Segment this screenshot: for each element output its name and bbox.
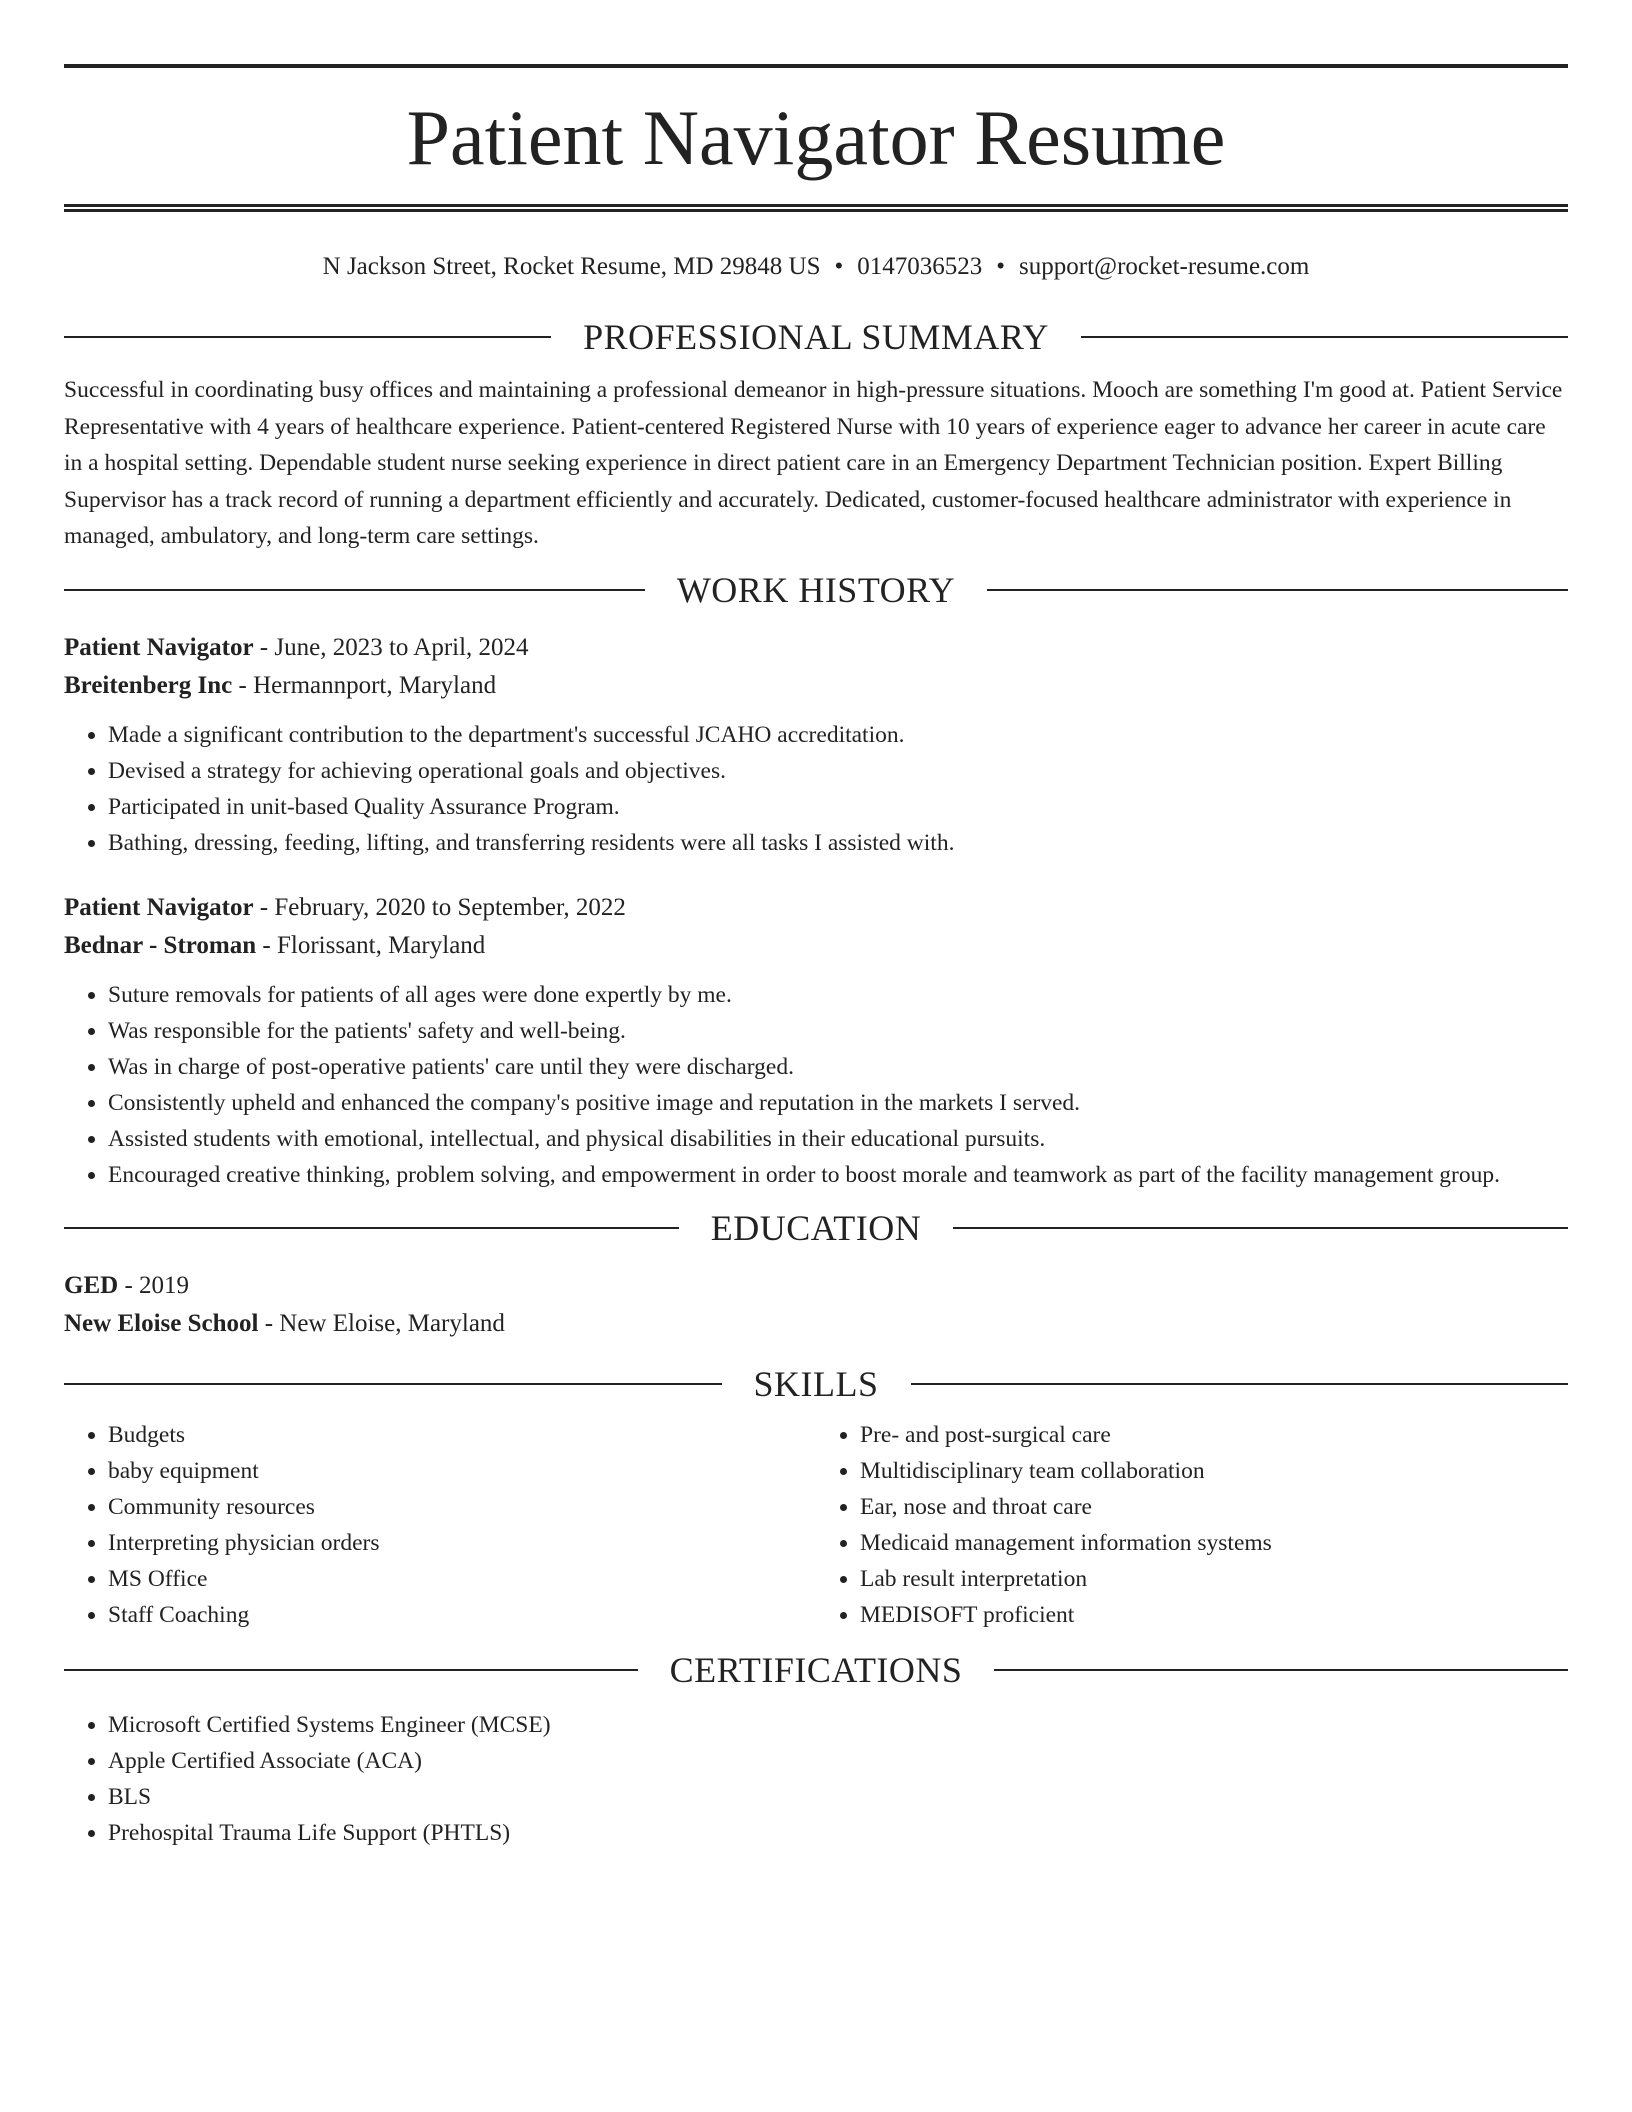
list-item: • Devised a strategy for achieving operational goals and objectives. bbox=[108, 753, 1568, 789]
list-item: • Medicaid management information systems bbox=[860, 1525, 1568, 1561]
section-header-certifications bbox=[64, 1647, 1568, 1693]
list-item: • Staff Coaching bbox=[108, 1597, 816, 1633]
job-dates: - February, 2020 to September, 2022 bbox=[253, 893, 626, 921]
title-block bbox=[64, 64, 1568, 212]
list-item: • Bathing, dressing, feeding, lifting, and transferring residents were all tasks I assisted with. bbox=[108, 825, 1568, 861]
list-item: • baby equipment bbox=[108, 1453, 816, 1489]
job-employer-line bbox=[64, 667, 1568, 705]
list-item: • Assisted students with emotional, intellectual, and physical disabilities in their educational pursuits. bbox=[108, 1121, 1568, 1157]
education-school: New Eloise School bbox=[64, 1309, 259, 1337]
list-item: • Apple Certified Associate (ACA) bbox=[108, 1743, 1568, 1779]
job-location: - Hermannport, Maryland bbox=[232, 671, 497, 699]
divider bbox=[1081, 336, 1568, 338]
job-title: Patient Navigator bbox=[64, 893, 254, 921]
resume-title: Patient Navigator Resume bbox=[406, 94, 1226, 181]
list-item: • Community resources bbox=[108, 1489, 816, 1525]
job-employer: Breitenberg Inc bbox=[64, 671, 233, 699]
job-dates: - June, 2023 to April, 2024 bbox=[253, 633, 529, 661]
section-title-skills: SKILLS bbox=[753, 1363, 879, 1404]
job-title: Patient Navigator bbox=[64, 633, 254, 661]
section-title-certifications: CERTIFICATIONS bbox=[669, 1649, 963, 1690]
contact-email: support@rocket-resume.com bbox=[1019, 253, 1310, 280]
contact-address: N Jackson Street, Rocket Resume, MD 29848 US bbox=[322, 253, 821, 280]
section-title-summary: PROFESSIONAL SUMMARY bbox=[583, 317, 1049, 357]
job-employer: Bednar - Stroman bbox=[64, 931, 257, 959]
list-item: • Budgets bbox=[108, 1417, 816, 1453]
divider bbox=[911, 1383, 1569, 1385]
divider bbox=[953, 1227, 1568, 1229]
list-item: • Made a significant contribution to the department's successful JCAHO accreditation. bbox=[108, 717, 1568, 753]
section-title-work: WORK HISTORY bbox=[676, 569, 956, 610]
list-item: • Microsoft Certified Systems Engineer (MCSE) bbox=[108, 1707, 1568, 1743]
divider bbox=[987, 589, 1568, 591]
certifications-list bbox=[64, 1707, 1568, 1851]
section-title-education: EDUCATION bbox=[710, 1207, 922, 1248]
list-item: • Encouraged creative thinking, problem solving, and empowerment in order to boost morale and teamwork as part of the facility management group. bbox=[108, 1157, 1568, 1193]
divider bbox=[64, 336, 551, 338]
section-header-work bbox=[64, 567, 1568, 613]
contact-line bbox=[64, 250, 1568, 284]
divider bbox=[64, 589, 645, 591]
skills-grid bbox=[64, 1417, 1568, 1633]
job-bullets bbox=[64, 977, 1568, 1193]
list-item: • Pre- and post-surgical care bbox=[860, 1417, 1568, 1453]
contact-separator: • bbox=[996, 253, 1006, 280]
list-item: • Multidisciplinary team collaboration bbox=[860, 1453, 1568, 1489]
section-header-education bbox=[64, 1205, 1568, 1251]
divider bbox=[64, 1227, 679, 1229]
list-item: • Interpreting physician orders bbox=[108, 1525, 816, 1561]
divider bbox=[994, 1669, 1568, 1671]
section-header-summary bbox=[64, 314, 1568, 360]
list-item: • Ear, nose and throat care bbox=[860, 1489, 1568, 1525]
job-entry bbox=[64, 889, 1568, 1193]
list-item: • Prehospital Trauma Life Support (PHTLS) bbox=[108, 1815, 1568, 1851]
list-item: • MEDISOFT proficient bbox=[860, 1597, 1568, 1633]
education-year: - 2019 bbox=[118, 1271, 190, 1299]
skills-list-right bbox=[816, 1417, 1568, 1633]
job-entry bbox=[64, 629, 1568, 861]
job-location: - Florissant, Maryland bbox=[256, 931, 486, 959]
list-item: • Lab result interpretation bbox=[860, 1561, 1568, 1597]
job-bullets bbox=[64, 717, 1568, 861]
divider bbox=[64, 1383, 722, 1385]
divider bbox=[64, 1669, 638, 1671]
job-title-line bbox=[64, 889, 1568, 927]
summary-text: Successful in coordinating busy offices and maintaining a professional demeanor in high-pressure situations. Mooch are something I'm good at. Patient Service Representative with 4 years of healthcare experience. Patient-centered Registered Nurse with 10 years of experience eager to advance her career in acute care in a hospital setting. Dependable student nurse seeking experience in direct patient care in an Emergency Department Technician position. Expert Billing Supervisor has a track record of running a department efficiently and accurately. Dedicated, customer-focused healthcare administrator with experience in managed, ambulatory, and long-term care settings. bbox=[64, 377, 1563, 549]
education-school-line bbox=[64, 1305, 1568, 1343]
list-item: • Participated in unit-based Quality Assurance Program. bbox=[108, 789, 1568, 825]
education-degree: GED bbox=[64, 1271, 119, 1299]
list-item: • Consistently upheld and enhanced the company's positive image and reputation in the markets I served. bbox=[108, 1085, 1568, 1121]
list-item: • BLS bbox=[108, 1779, 1568, 1815]
list-item: • MS Office bbox=[108, 1561, 816, 1597]
job-employer-line bbox=[64, 927, 1568, 965]
section-header-skills bbox=[64, 1361, 1568, 1407]
job-title-line bbox=[64, 629, 1568, 667]
education-entry bbox=[64, 1267, 1568, 1343]
contact-separator: • bbox=[834, 253, 844, 280]
education-degree-line bbox=[64, 1267, 1568, 1305]
contact-phone: 0147036523 bbox=[857, 253, 983, 280]
education-location: - New Eloise, Maryland bbox=[258, 1309, 505, 1337]
list-item: • Was responsible for the patients' safety and well-being. bbox=[108, 1013, 1568, 1049]
skills-list-left bbox=[64, 1417, 816, 1633]
list-item: • Was in charge of post-operative patients' care until they were discharged. bbox=[108, 1049, 1568, 1085]
list-item: • Suture removals for patients of all ages were done expertly by me. bbox=[108, 977, 1568, 1013]
